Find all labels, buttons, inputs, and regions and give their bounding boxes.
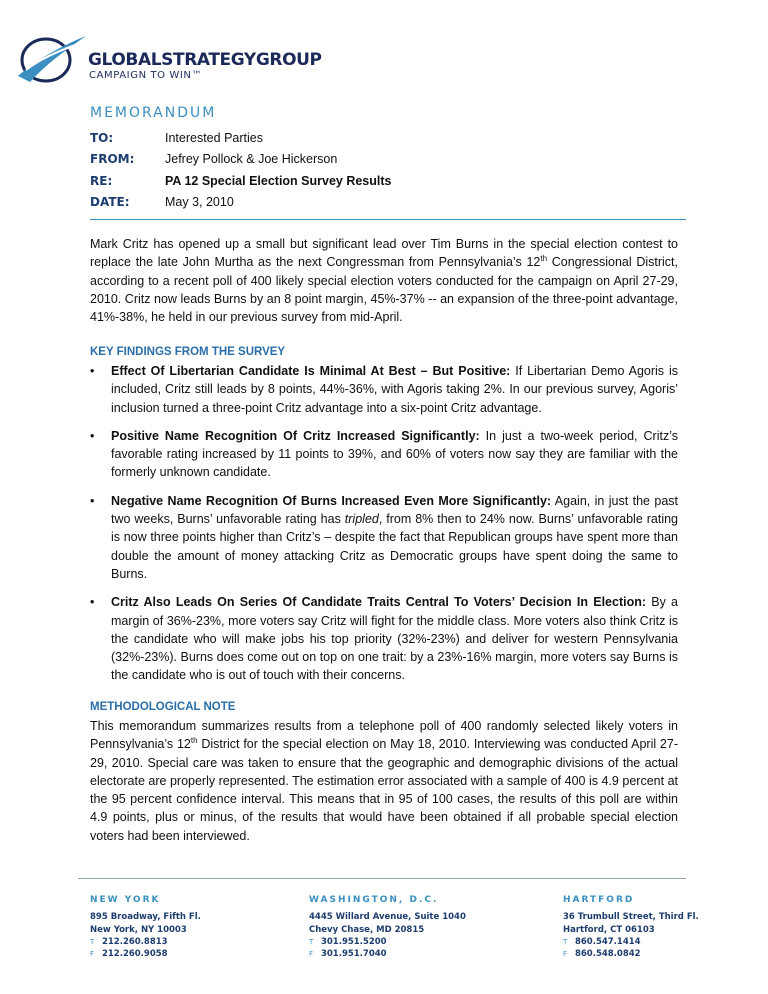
- methodological-note-heading: METHODOLOGICAL NOTE: [90, 701, 236, 713]
- list-item: • Negative Name Recognition Of Burns Increased Even More Significantly: Again, in just the past two weeks, Burns’ unfavorable rating has tripled, from 8% then to 24% now. Burns’ unfavorable rating is now three points higher than Critz’s – despite the fact that Republican groups have spent more than double the amount of money attacking Critz as Democratic groups have spent doing the same to Burns.: [90, 493, 678, 581]
- findings-list: [90, 362, 678, 695]
- logo-tagline: CAMPAIGN TO WIN™: [89, 70, 203, 81]
- memo-from-row: [90, 152, 690, 174]
- key-findings-heading: KEY FINDINGS FROM THE SURVEY: [90, 346, 286, 358]
- office-new-york: NEW YORK 895 Broadway, Fifth Fl. New York, NY 10003 T 212.260.8813 F 212.260.9058: [90, 895, 201, 960]
- globe-swoosh-icon: [16, 30, 88, 88]
- memo-to-row: [90, 131, 690, 153]
- footer-divider: [78, 878, 686, 879]
- re-label: RE:: [90, 174, 113, 188]
- memo-re-row: [90, 174, 690, 196]
- list-item: • Positive Name Recognition Of Critz Increased Significantly: In just a two-week period, Critz’s favorable rating increased by 11 points to 39%, and 60% of voters now say they are familiar with the formerly unknown candidate.: [90, 428, 678, 480]
- methodology-paragraph: This memorandum summarizes results from a telephone poll of 400 randomly selected likely voters in Pennsylvania’s 12th District for the special election on May 18, 2010. Interviewing was conducted April 27-29, 2010. Special care was taken to ensure that the geographic and demographic divisions of the actual electorate are properly represented. The estimation error associated with a sample of 400 is 4.9 percent at the 95 percent confidence interval. This means that in 95 of 100 cases, the results of this poll are within 4.9 points, plus or minus, of the results that would have been obtained if all probable special election voters had been interviewed.: [90, 719, 678, 843]
- re-value: PA 12 Special Election Survey Results: [165, 174, 392, 188]
- office-hartford: HARTFORD 36 Trumbull Street, Third Fl. Hartford, CT 06103 T 860.547.1414 F 860.548.0842: [563, 895, 699, 960]
- list-item: • Effect Of Libertarian Candidate Is Minimal At Best – But Positive: If Libertarian Demo Agoris is included, Critz still leads by 8 points, 44%-36%, with Agoris taking 2%. In our previous survey, Agoris’ inclusion turned a three-point Critz advantage into a six-point Critz advantage.: [90, 364, 678, 415]
- from-label: FROM:: [90, 152, 135, 166]
- from-value: Jefrey Pollock & Joe Hickerson: [165, 152, 338, 166]
- memo-date-row: [90, 195, 690, 217]
- to-value: Interested Parties: [165, 131, 263, 145]
- date-value: May 3, 2010: [165, 195, 234, 209]
- logo-wordmark: GLOBALSTRATEGYGROUP: [88, 50, 322, 70]
- list-item: • Critz Also Leads On Series Of Candidate Traits Central To Voters’ Decision In Election: By a margin of 36%-23%, more voters say Critz will fight for the middle class. More voters also think Critz is the candidate who will make jobs his top priority (32%-23%) and deliver for western Pennsylvania (32%-23%). Burns does come out on top on one trait: by a 23%-16% margin, more voters say Burns is the candidate who is out of touch with their concerns.: [90, 595, 678, 683]
- to-label: TO:: [90, 131, 114, 145]
- header-divider: [90, 219, 686, 220]
- date-label: DATE:: [90, 195, 130, 209]
- company-logo: [16, 30, 322, 90]
- intro-paragraph: Mark Critz has opened up a small but significant lead over Tim Burns in the special election contest to replace the late John Murtha as the next Congressman from Pennsylvania’s 12th Congressional District, according to a recent poll of 400 likely special election voters conducted for the campaign on April 27-29, 2010. Critz now leads Burns by an 8 point margin, 45%-37% -- an expansion of the three-point advantage, 41%-38%, he held in our previous survey from mid-April.: [90, 237, 678, 325]
- memo-title: MEMORANDUM: [90, 105, 217, 121]
- office-washington: WASHINGTON, D.C. 4445 Willard Avenue, Suite 1040 Chevy Chase, MD 20815 T 301.951.5200 F 301.951.7040: [309, 895, 466, 960]
